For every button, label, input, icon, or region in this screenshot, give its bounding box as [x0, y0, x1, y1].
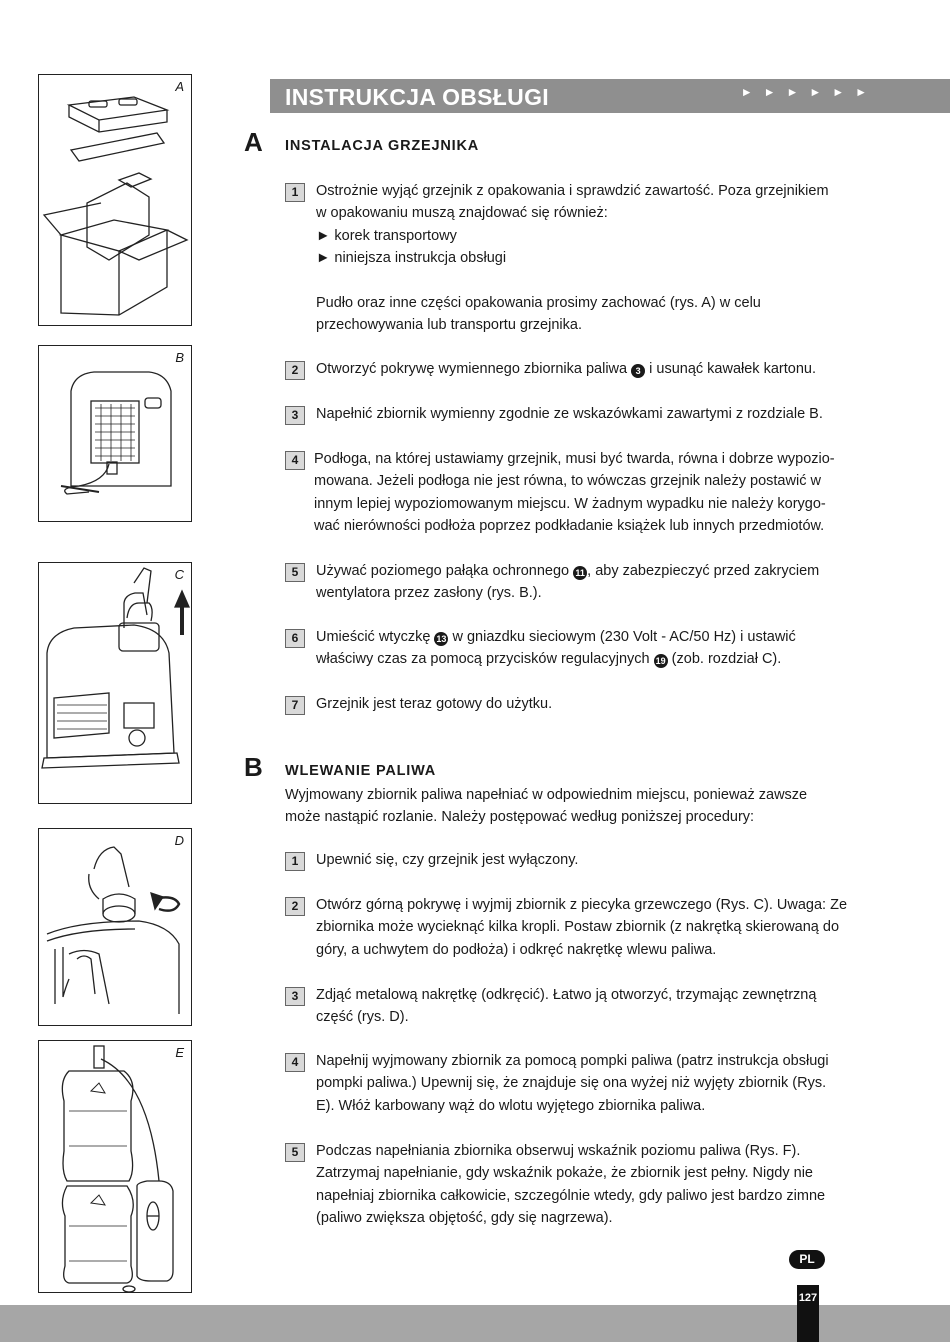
- text-line: wać nierówności podłoża poprzez podkładanie książek lub innych przedmiotów.: [314, 518, 825, 535]
- text-line: Pudło oraz inne części opakowania prosimy zachować (rys. A) w celu: [316, 295, 761, 312]
- text-line: może nastąpić rozlanie. Należy postępować według poniższej procedury:: [285, 809, 755, 826]
- step-number: 6: [285, 629, 305, 648]
- text-segment: Umieścić wtyczkę: [316, 629, 435, 645]
- reference-number: 3: [631, 364, 645, 378]
- step-text: [316, 849, 868, 871]
- text-segment: w gniazdku sieciowym (230 Volt - AC/50 Hz) i ustawić: [448, 629, 796, 645]
- step-number: 5: [285, 1143, 305, 1162]
- text-line: Ostrożnie wyjąć grzejnik z opakowania i sprawdzić zawartość. Poza grzejnikiem: [316, 183, 829, 199]
- heater-rear-illustration: [39, 346, 193, 523]
- header-bar: [270, 79, 950, 113]
- step-text: [316, 180, 868, 337]
- reference-number: 19: [655, 656, 666, 667]
- step-text: [316, 1050, 868, 1117]
- text-segment: Otworzyć pokrywę wymiennego zbiornika paliwa: [316, 361, 632, 377]
- text-segment: i usunąć kawałek kartonu.: [645, 361, 816, 377]
- step-number: 1: [285, 852, 305, 871]
- text-segment: właściwy czas za pomocą przycisków regulacyjnych: [316, 651, 654, 668]
- step-text: [316, 894, 868, 961]
- text-line: mowana. Jeżeli podłoga nie jest równa, to wówczas grzejnik należy postawić w: [314, 473, 821, 490]
- text-line: [316, 648, 868, 670]
- list-item: ► korek transportowy: [316, 227, 457, 244]
- step-number: 7: [285, 696, 305, 715]
- header-arrows: ►►►►►►: [740, 85, 878, 99]
- step-number: 4: [285, 1053, 305, 1072]
- step-text: [316, 626, 868, 671]
- step-number: 5: [285, 563, 305, 582]
- packaging-illustration: [39, 75, 193, 327]
- text-line: w opakowaniu muszą znajdować się również:: [316, 205, 608, 222]
- figure-e: [38, 1040, 192, 1293]
- section-title: WLEWANIE PALIWA: [285, 763, 437, 779]
- text-line: Upewnić się, czy grzejnik jest wyłączony.: [316, 852, 579, 868]
- text-line: Podczas napełniania zbiornika obserwuj wskaźnik poziomu paliwa (Rys. F).: [316, 1143, 801, 1159]
- step-number: 1: [285, 183, 305, 202]
- text-line: [316, 560, 868, 582]
- text-line: pompki paliwa.) Upewnij się, że znajduje się ona wyżej niż wyjęty zbiornik (Rys.: [316, 1075, 827, 1092]
- section-letter: B: [244, 752, 263, 782]
- step-number: 3: [285, 406, 305, 425]
- step-text: [316, 693, 868, 715]
- section-letter: A: [244, 127, 263, 157]
- text-line: Zatrzymaj napełnianie, gdy wskaźnik pokaże, że zbiornik jest pełny. Nigdy nie: [316, 1165, 814, 1182]
- text-segment: Używać poziomego pałąka ochronnego: [316, 563, 574, 579]
- list-item: ► niniejsza instrukcja obsługi: [316, 250, 507, 267]
- text-line: góry, a uchwytem do podłoża) i odkręć nakrętkę wlewu paliwa.: [316, 941, 717, 958]
- text-line: Podłoga, na której ustawiamy grzejnik, musi być twarda, równa i dobrze wypozio-: [314, 451, 835, 467]
- figure-c: [38, 562, 192, 804]
- text-line: część (rys. D).: [316, 1009, 409, 1026]
- step-text: [316, 358, 868, 380]
- text-segment: , aby zabezpieczyć przed zakryciem: [587, 563, 820, 579]
- language-badge: PL: [789, 1250, 825, 1269]
- text-line: [316, 270, 868, 292]
- reference-number: 13: [436, 634, 447, 644]
- figure-label: D: [174, 833, 184, 848]
- step-text: [314, 448, 868, 538]
- page-number: 127: [798, 1292, 818, 1304]
- step-text: [316, 984, 868, 1029]
- tank-removal-illustration: [39, 563, 193, 805]
- text-line: Otwórz górną pokrywę i wyjmij zbiornik z piecyka grzewczego (Rys. C). Uwaga: Ze: [316, 897, 848, 913]
- figure-d: [38, 828, 192, 1026]
- text-line: przechowywania lub transportu grzejnika.: [316, 317, 582, 334]
- text-line: Napełnij wyjmowany zbiornik za pomocą pompki paliwa (patrz instrukcja obsługi: [316, 1053, 829, 1069]
- section-title: INSTALACJA GRZEJNIKA: [285, 138, 480, 154]
- step-number: 2: [285, 897, 305, 916]
- text-segment: (zob. rozdział C).: [667, 651, 782, 668]
- figure-label: A: [175, 79, 184, 94]
- figure-label: E: [175, 1045, 184, 1060]
- step-number: 2: [285, 361, 305, 380]
- step-text: [316, 403, 868, 425]
- text-line: Wyjmowany zbiornik paliwa napełniać w odpowiednim miejscu, ponieważ zawsze: [285, 787, 808, 803]
- text-line: innym lepiej wypoziomowanym miejscu. W żadnym wypadku nie należy korygo-: [314, 495, 826, 512]
- section-intro: [285, 784, 868, 829]
- text-line: Zdjąć metalową nakrętkę (odkręcić). Łatwo ją otworzyć, trzymając zewnętrzną: [316, 987, 817, 1003]
- reference-number: 11: [573, 566, 587, 580]
- text-line: E). Włóż karbowany wąż do wlotu wyjętego zbiornika paliwa.: [316, 1097, 706, 1114]
- text-line: Grzejnik jest teraz gotowy do użytku.: [316, 696, 553, 712]
- step-text: [316, 560, 868, 605]
- figure-b: [38, 345, 192, 522]
- figure-label: C: [174, 567, 184, 582]
- text-line: wentylatora przez zasłony (rys. B.).: [316, 585, 542, 602]
- page-title: INSTRUKCJA OBSŁUGI: [285, 84, 549, 110]
- text-line: Napełnić zbiornik wymienny zgodnie ze wskazówkami zawartymi z rozdziale B.: [316, 406, 823, 422]
- text-line: [316, 626, 868, 648]
- cap-removal-illustration: [39, 829, 193, 1027]
- text-line: (paliwo zwiększa objętość, gdy się nagrzewa).: [316, 1210, 613, 1227]
- refilling-illustration: [39, 1041, 193, 1294]
- text-line: napełniaj zbiornika całkowicie, szczególnie wtedy, gdy paliwo jest bardzo zimne: [316, 1187, 826, 1204]
- step-text: [316, 1140, 868, 1230]
- figure-label: B: [175, 350, 184, 365]
- step-number: 3: [285, 987, 305, 1006]
- figure-a: [38, 74, 192, 326]
- page-tab: [797, 1285, 819, 1342]
- step-number: 4: [285, 451, 305, 470]
- text-line: zbiornika może wycieknąć kilka kropli. Postaw zbiornik (z nakrętką skierowaną do: [316, 919, 840, 936]
